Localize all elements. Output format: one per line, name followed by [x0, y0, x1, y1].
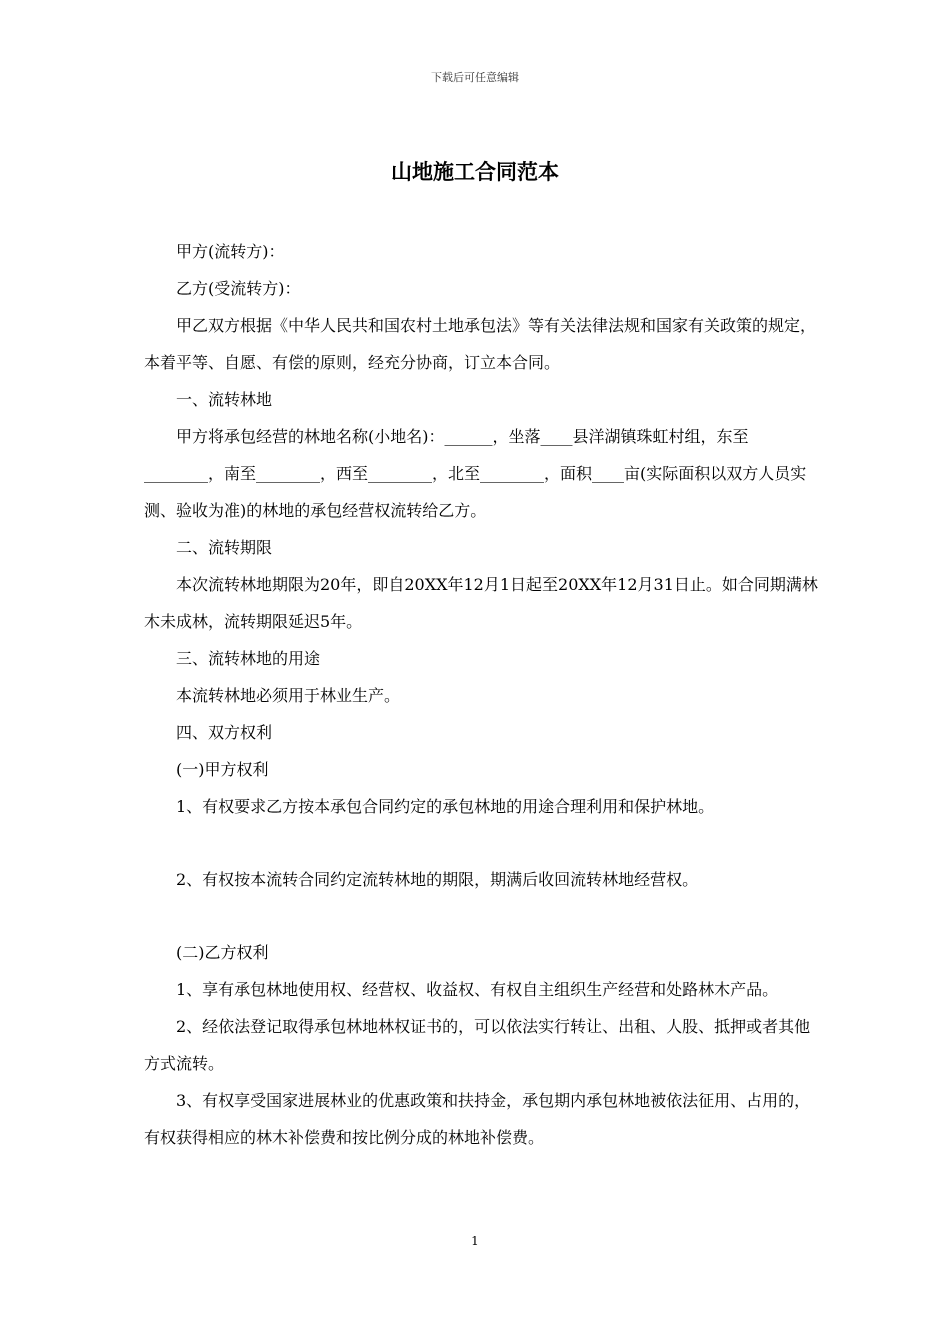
section-3-paragraph: 本流转林地必须用于林业生产。 [176, 686, 401, 705]
party-a-right-1: 1、有权要求乙方按本承包合同约定的承包林地的用途合理利用和保护林地。 [176, 797, 715, 816]
document-title: 山地施工合同范本 [391, 160, 559, 184]
subsection-heading-b: (二)乙方权利 [176, 943, 269, 962]
preamble-paragraph: 甲乙双方根据《中华人民共和国农村土地承包法》等有关法律法规和国家有关政策的规定，本着平等、自愿、有偿的原则，经充分协商，订立本合同。 [144, 316, 817, 372]
section-1-paragraph: 甲方将承包经营的林地名称(小地名)：______，坐落____县洋湖镇珠虹村组，东至________，南至________，西至________，北至________，面积____亩(实际面积以双方人员实测、验收为准)的林地的承包经营权流转给乙方。 [144, 427, 807, 520]
page-header: 下载后可任意编辑 [431, 71, 519, 84]
section-heading-3: 三、流转林地的用途 [176, 649, 321, 668]
party-a-line: 甲方(流转方)： [176, 242, 285, 261]
section-heading-2: 二、流转期限 [176, 538, 273, 557]
section-2-paragraph: 本次流转林地期限为20年，即自20XX年12月1日起至20XX年12月31日止。如合同期满林木未成林，流转期限延迟5年。 [144, 575, 818, 631]
page-number: 1 [471, 1234, 479, 1248]
subsection-heading-a: (一)甲方权利 [176, 760, 269, 779]
party-a-right-2: 2、有权按本流转合同约定流转林地的期限，期满后收回流转林地经营权。 [176, 870, 699, 889]
party-b-right-1: 1、享有承包林地使用权、经营权、收益权、有权自主组织生产经营和处路林木产品。 [176, 980, 779, 999]
section-heading-1: 一、流转林地 [176, 390, 273, 409]
document-body [144, 233, 824, 1156]
section-heading-4: 四、双方权利 [176, 723, 273, 742]
party-b-line: 乙方(受流转方)： [176, 279, 301, 298]
party-b-right-2: 2、经依法登记取得承包林地林权证书的，可以依法实行转让、出租、人股、抵押或者其他方式流转。 [144, 1017, 811, 1073]
party-b-right-3: 3、有权享受国家进展林业的优惠政策和扶持金，承包期内承包林地被依法征用、占用的，有权获得相应的林木补偿费和按比例分成的林地补偿费。 [144, 1091, 811, 1147]
